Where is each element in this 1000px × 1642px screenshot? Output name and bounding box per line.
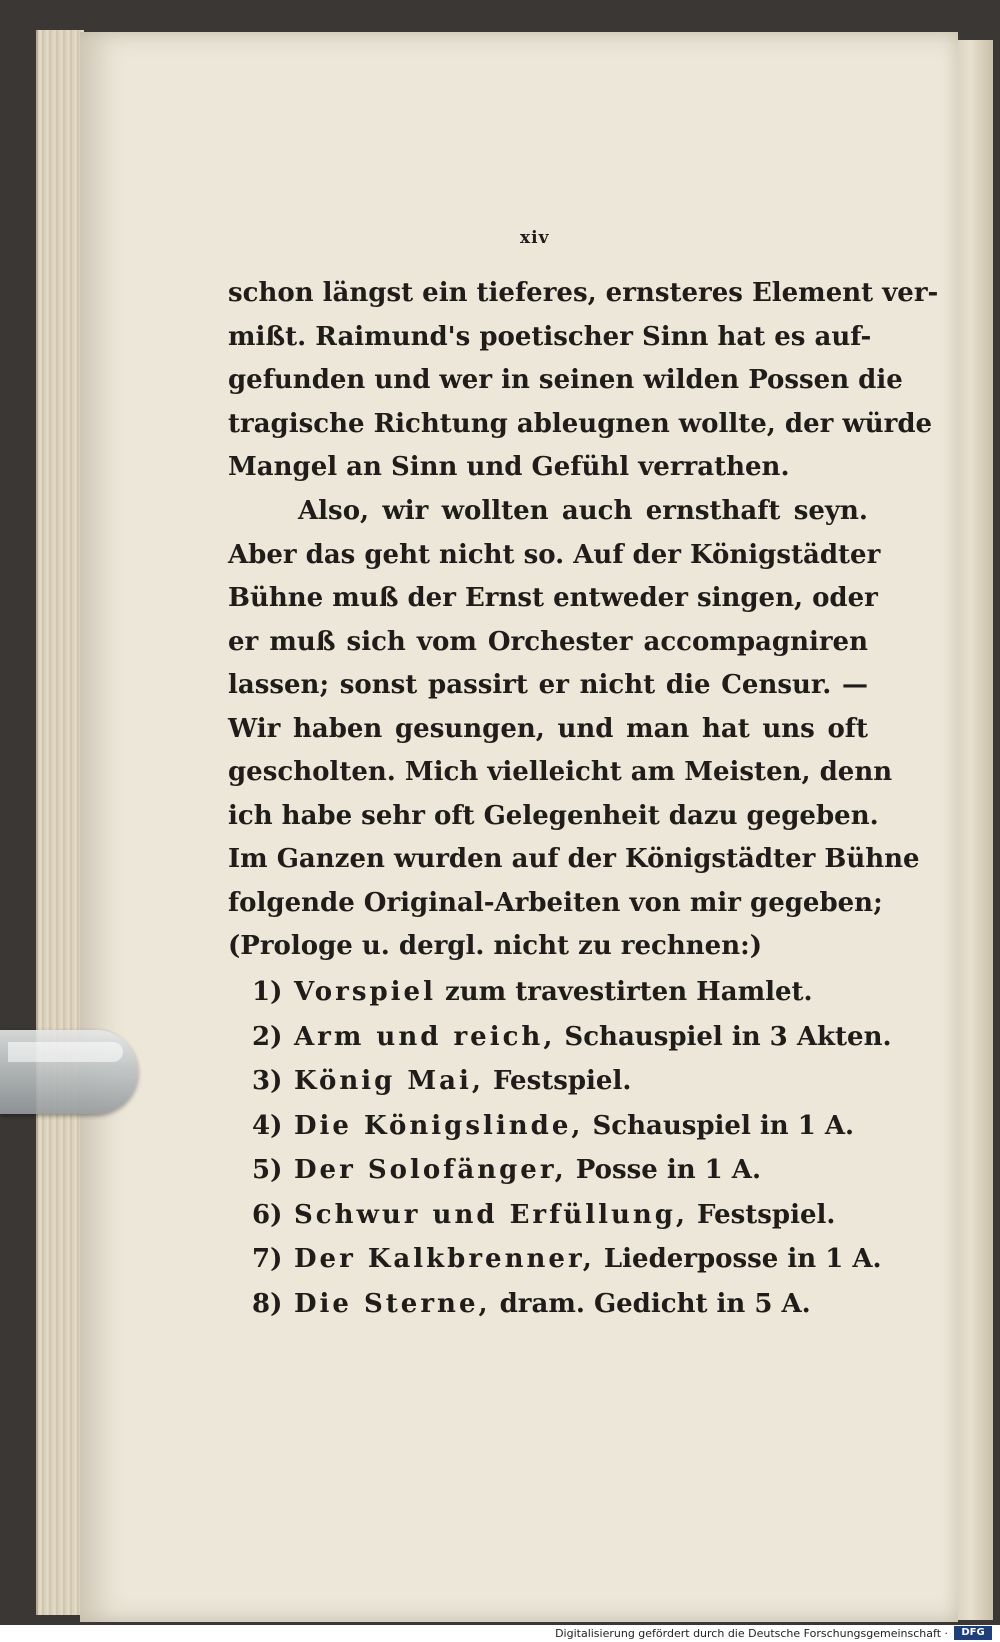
work-title: Der Kalkbrenner,	[294, 1244, 595, 1274]
work-description: Festspiel.	[483, 1066, 632, 1096]
work-title: Die Königslinde,	[294, 1110, 584, 1141]
text-line: Mangel an Sinn und Gefühl verrathen.	[228, 452, 790, 482]
text-line: (Prologe u. dergl. nicht zu rechnen:)	[228, 931, 762, 961]
work-description: Festspiel.	[687, 1199, 836, 1230]
text-line: gescholten. Mich vielleicht am Meisten, denn	[228, 757, 893, 787]
work-description: Liederposse in 1 A.	[594, 1244, 882, 1274]
item-number: 5)	[252, 1155, 283, 1185]
work-title: Arm und reich,	[294, 1021, 556, 1052]
works-list-item	[252, 1282, 852, 1327]
work-description: zum travestirten Hamlet.	[435, 977, 813, 1007]
right-page-edge	[955, 40, 993, 1620]
text-line: lassen; sonst passirt er nicht die Censur. —	[228, 670, 868, 700]
works-list	[252, 970, 892, 1326]
work-description: Schauspiel in 1 A.	[583, 1110, 855, 1141]
works-list-item	[252, 1059, 852, 1104]
work-title: Der Solofänger,	[294, 1155, 567, 1185]
text-line: ich habe sehr oft Gelegenheit dazu gegeben.	[228, 800, 879, 831]
work-description: Schauspiel in 3 Akten.	[555, 1021, 892, 1052]
text-line: Also, wir wollten auch ernsthaft seyn.	[298, 496, 868, 526]
works-list-item	[252, 1237, 882, 1282]
text-line: schon längst ein tieferes, ernsteres Element ver-	[228, 278, 939, 308]
text-line: Bühne muß der Ernst entweder singen, oder	[228, 583, 878, 613]
item-number: 4)	[252, 1110, 283, 1141]
works-list-item	[252, 1193, 852, 1238]
works-list-item	[252, 970, 852, 1015]
work-description: Posse in 1 A.	[566, 1155, 762, 1185]
clip-highlight	[8, 1042, 123, 1062]
text-line: gefunden und wer in seinen wilden Possen die	[228, 365, 903, 395]
book-page-edges	[36, 30, 84, 1615]
item-number: 7)	[252, 1244, 283, 1274]
item-number: 2)	[252, 1021, 283, 1052]
works-list-item	[252, 1104, 855, 1149]
page-number: xiv	[520, 228, 550, 248]
footer-credit: Digitalisierung gefördert durch die Deutsche Forschungsgemeinschaft ·	[555, 1627, 948, 1640]
text-line: tragische Richtung ableugnen wollte, der würde	[228, 408, 933, 439]
works-list-item	[252, 1148, 852, 1193]
work-title: Vorspiel	[294, 977, 436, 1007]
works-list-item	[252, 1015, 892, 1060]
text-line: Im Ganzen wurden auf der Königstädter Bühne	[228, 844, 920, 874]
item-number: 3)	[252, 1066, 283, 1096]
work-title: Die Sterne,	[294, 1288, 491, 1319]
paragraph-2	[228, 490, 920, 969]
text-line: mißt. Raimund's poetischer Sinn hat es auf-	[228, 321, 872, 352]
text-line: Wir haben gesungen, und man hat uns oft	[228, 713, 868, 744]
item-number: 6)	[252, 1199, 283, 1230]
text-line: Aber das geht nicht so. Auf der Königstädter	[228, 539, 881, 570]
dfg-logo: DFG	[954, 1626, 992, 1640]
text-line: folgende Original-Arbeiten von mir gegeben;	[228, 887, 883, 918]
work-description: dram. Gedicht in 5 A.	[490, 1288, 811, 1319]
item-number: 8)	[252, 1288, 283, 1319]
work-title: Schwur und Erfüllung,	[294, 1199, 688, 1230]
paragraph-1	[228, 272, 939, 490]
work-title: König Mai,	[294, 1066, 484, 1096]
text-line: er muß sich vom Orchester accompagniren	[228, 626, 868, 657]
item-number: 1)	[252, 977, 283, 1007]
